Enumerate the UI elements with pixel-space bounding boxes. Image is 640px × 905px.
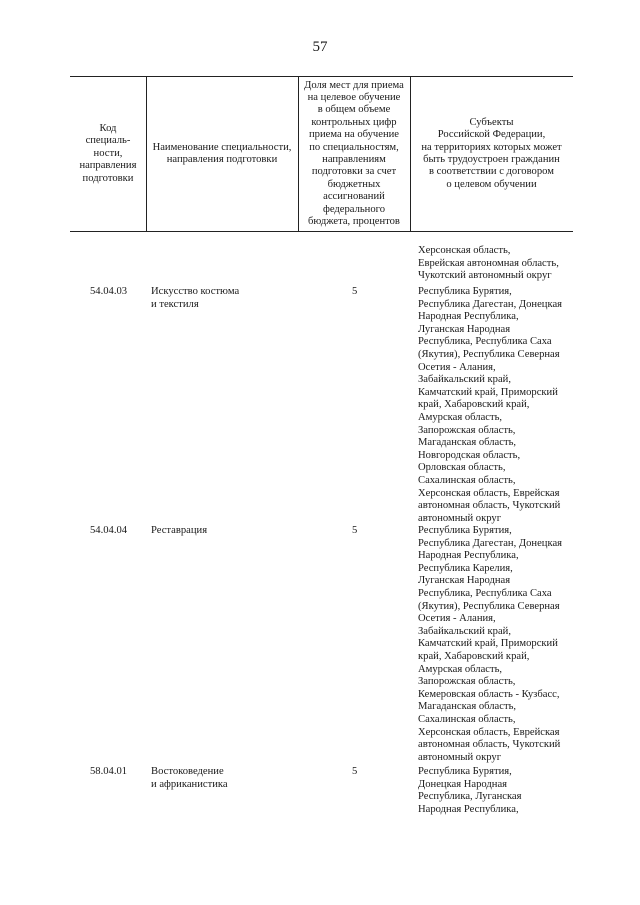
header-subjects (410, 77, 573, 231)
row-code: 54.04.04 (90, 525, 128, 536)
row-share: 5 (352, 525, 358, 536)
row-subjects: Республика Бурятия, Республика Дагестан, Донецкая Народная Республика, Луганская Народная Республика, Республика Саха (Якутия), Республика Северная Осетия - Алания, Забайкальский край, Камчатский край, Приморский край, Хабаровский край, Амурская область, Запорожская область, Магаданская область, Новгородская область, Орловская область, Сахалинская область, Херсонская область, Еврейская автономная область, Чукотский автономный округ (418, 286, 563, 524)
header-share (298, 77, 410, 231)
row-name: Искусство костюма и текстиля (151, 286, 240, 310)
page-number: 57 (312, 39, 328, 55)
header-share-text: Доля мест для приема на целевое обучение в общем объеме контрольных цифр приема на обучение по специальностям, направлениям подготовки за счет бюджетных ассигнований федерального бюджета, процентов (304, 79, 404, 228)
row-name: Востоковедение и африканистика (151, 766, 228, 790)
subjects-continuation: Херсонская область, Еврейская автономная область, Чукотский автономный округ (418, 245, 559, 282)
row-share: 5 (352, 766, 358, 777)
column-divider (410, 77, 411, 231)
table-header (70, 76, 573, 232)
column-divider (146, 77, 147, 231)
row-share: 5 (352, 286, 358, 297)
header-code (70, 77, 146, 231)
target-training-table (70, 76, 573, 815)
header-name (146, 77, 298, 231)
header-name-text: Наименование специальности, направления подготовки (152, 141, 292, 165)
row-code: 54.04.03 (90, 286, 128, 297)
column-divider (298, 77, 299, 231)
header-subjects-text: Субъекты Российской Федерации, на территориях которых может быть трудоустроен гражданин в соответствии с договором о целевом обучении (421, 116, 562, 190)
row-code: 58.04.01 (90, 766, 128, 777)
row-subjects: Республика Бурятия, Донецкая Народная Республика, Луганская Народная Республика, (418, 766, 522, 815)
row-subjects: Республика Бурятия, Республика Дагестан, Донецкая Народная Республика, Республика Карелия, Луганская Народная Республика, Республика Саха (Якутия), Республика Северная Осетия - Алания, Забайкальский край, Камчатский край, Приморский край, Хабаровский край, Амурская область, Запорожская область, Кемеровская область - Кузбасс, Магаданская область, Сахалинская область, Херсонская область, Еврейская автономная область, Чукотский автономный округ (418, 525, 563, 763)
header-code-text: Код специаль- ности, направления подготовки (79, 122, 137, 184)
row-name: Реставрация (151, 525, 208, 536)
